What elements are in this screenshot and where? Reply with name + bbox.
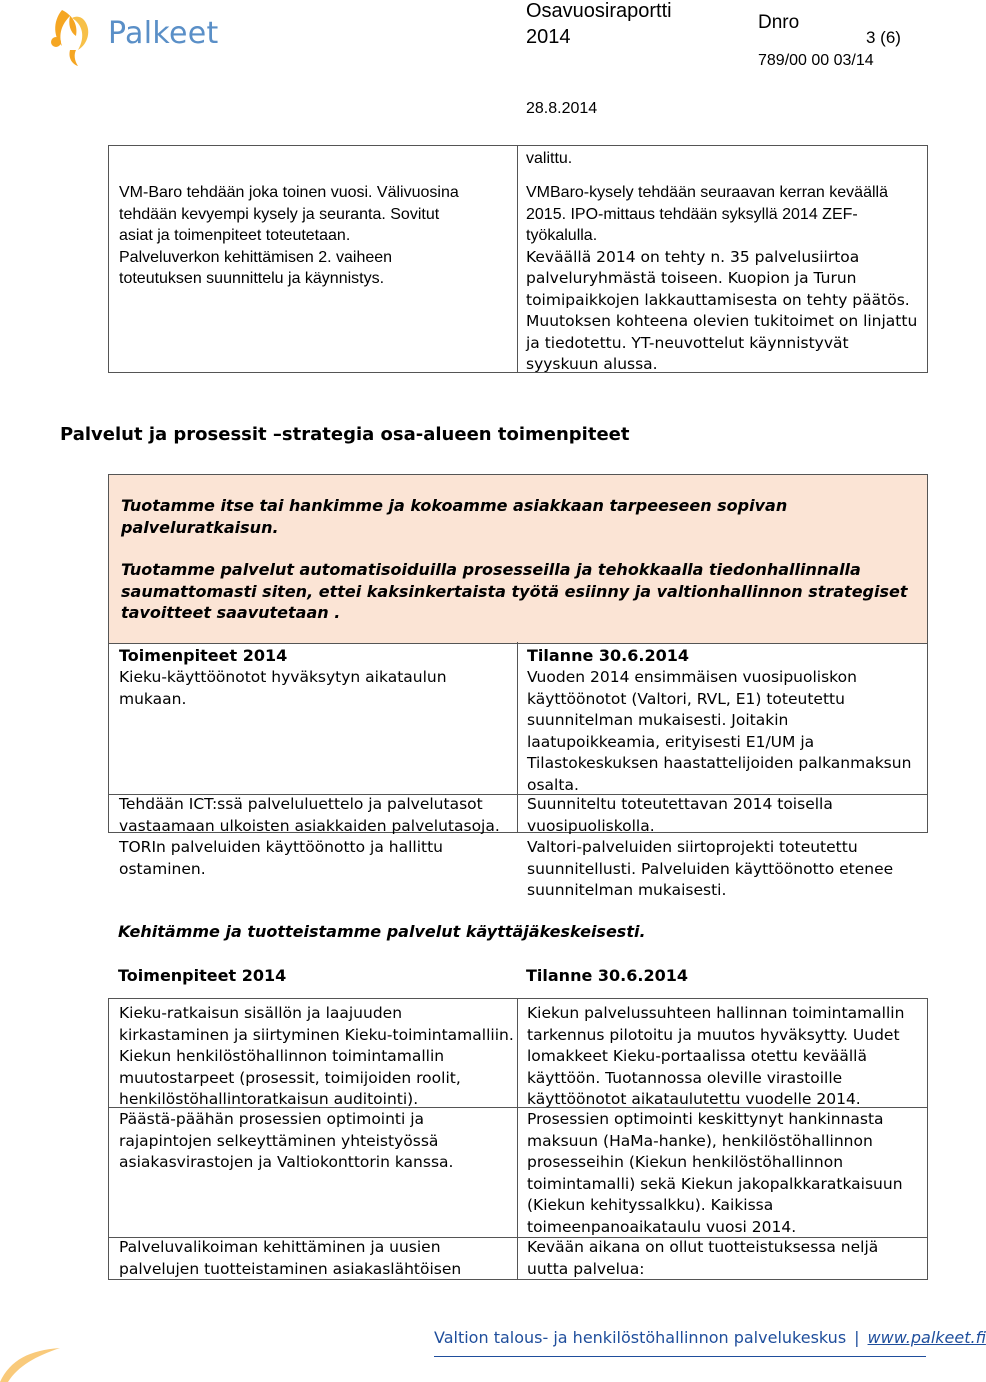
continued-right-first [526,148,572,170]
table-row-left [119,1003,514,1111]
footer-swoosh-icon [0,1330,60,1382]
table-row-right [527,667,911,796]
section-heading: Palvelut ja prosessit –strategia osa-alueen toimenpiteet [60,424,630,445]
footer-rule [434,1356,926,1357]
continued-right-cell [526,182,917,376]
table-row-right [527,837,893,902]
text-line: (Kiekun kehityssalkku). Kaikissa [527,1196,774,1214]
text-line: VM-Baro tehdään joka toinen vuosi. Välivuosina [119,184,459,201]
table-row-left [119,1109,453,1174]
continued-left-cell [119,182,459,290]
text-line: Palveluverkon kehittämisen 2. vaiheen [119,248,393,266]
dnro-label: Dnro [758,12,800,33]
text-line: suunnitelman mukaisesti. [527,881,727,899]
text-line: Kiekun henkilöstöhallinnon toimintamallin [119,1047,445,1065]
text-line: syyskuun alussa. [526,355,658,373]
text-line: käyttöönotot (Valtori, RVL, E1) toteutettu [527,689,845,708]
column-header-actions: Toimenpiteet 2014 [119,646,288,665]
text-line: palveluryhmästä toiseen. Kuopion ja Turun [526,269,857,287]
text-line: vastaamaan ulkoisten asiakkaiden palvelutasoja. [119,816,500,835]
text-line: vuosipuoliskolla. [527,816,655,835]
text-line: TORIn palveluiden käyttöönotto ja hallittu [119,838,443,856]
text-line: Palveluvalikoiman kehittäminen ja uusien [119,1238,441,1256]
text-line: henkilöstöhallintoratkaisun auditointi). [119,1090,419,1108]
text-line: saumattomasti siten, ettei kaksinkertaista työtä esiinny ja valtionhallinnon strategiset [121,581,908,601]
text-line: Tehdään ICT:ssä palveluluettelo ja palvelutasot [119,795,483,813]
text-line: toimintamalli) sekä Kiekun jakopalkkaratkaisuun [527,1174,903,1193]
table-row-right [527,1003,904,1111]
text-line: Päästä-päähän prosessien optimointi ja [119,1110,425,1128]
table-row-right [527,794,833,837]
table-row-left [119,837,443,880]
footer-org: Valtion talous- ja henkilöstöhallinnon palvelukeskus [434,1328,847,1347]
text-line: Prosessien optimointi keskittynyt hankinnasta [527,1110,884,1128]
text-line: Valtori-palveluiden siirtoprojekti toteutettu [527,838,858,856]
text-line: Kieku-käyttöönotot hyväksytyn aikataulun [119,668,447,686]
strategy-box [108,474,928,644]
text-line: tehdään kevyempi kysely ja seuranta. Sovitut [119,205,440,223]
table-row-right [527,1237,878,1280]
logo-text: Palkeet [108,16,219,51]
palkeet-logo [48,4,218,68]
text-line: Suunniteltu toteutettavan 2014 toisella [527,795,833,813]
report-date: 28.8.2014 [526,100,598,117]
text-line: asiat ja toimenpiteet toteutetaan. [119,227,351,244]
text-line: muutostarpeet (prosessit, toimijoiden roolit, [119,1068,461,1087]
text-line: laatupoikkeamia, erityisesti E1/UM ja [527,732,815,751]
text-line: tavoitteet saavutetaan . [121,603,341,622]
text-line: 2015. IPO-mittaus tehdään syksyllä 2014 ZEF- [526,205,858,223]
text-line: uutta palvelua: [527,1259,645,1278]
text-line: VMBaro-kysely tehdään seuraavan kerran keväällä [526,184,888,201]
text-line: rajapintojen selkeyttäminen yhteistyössä [119,1131,439,1150]
text-line: työkalulla. [526,227,598,244]
text-line: Tuotamme itse tai hankimme ja kokoamme asiakkaan tarpeeseen sopivan [121,496,788,515]
text-line: käyttöön. Tuotannossa oleville virastoille [527,1068,843,1087]
text-line: Kieku-ratkaisun sisällön ja laajuuden [119,1004,403,1022]
text-line: Vuoden 2014 ensimmäisen vuosipuoliskon [527,668,857,686]
text-line: käyttöönotot aikataulutettu vuodelle 2014. [527,1090,861,1108]
sub-heading: Kehitämme ja tuotteistamme palvelut käyttäjäkeskeisesti. [118,922,646,941]
actions-table-1 [108,642,928,899]
text-line: asiakasvirastojen ja Valtiokonttorin kanssa. [119,1153,454,1171]
text-line: palveluratkaisun. [121,517,279,537]
text-line: ja tiedotettu. YT-neuvottelut käynnistyvät [526,333,849,352]
text-line: tarkennus pilotoitu ja muutos hyväksytty. Uudet [527,1025,900,1044]
text-line: lomakkeet Kieku-portaalissa otettu keväällä [527,1047,867,1065]
column-header-status: Tilanne 30.6.2014 [527,646,689,665]
text-line: maksuun (HaMa-hanke), henkilöstöhallinnon [527,1131,873,1150]
text-line: mukaan. [119,689,187,708]
text-line: osalta. [527,775,579,794]
text-line: suunnitelman mukaisesti. Joitakin [527,711,789,729]
column-header-status: Tilanne 30.6.2014 [526,966,688,985]
text-line: Tuotamme palvelut automatisoiduilla prosesseilla ja tehokkaalla tiedonhallinnalla [121,560,861,579]
text-line: Keväällä 2014 on tehty n. 35 palvelusiirtoa [526,247,860,266]
palkeet-flame-icon [48,4,108,68]
text-line: toimipaikkojen lakkauttamisesta on tehty päätös. [526,290,910,309]
page-number: 3 (6) [866,28,901,47]
text-line: toteutuksen suunnittelu ja käynnistys. [119,270,385,287]
text-line: toimeenpanoaikataulu vuosi 2014. [527,1217,797,1236]
text-line: ostaminen. [119,859,206,878]
text-line: suunnitellusti. Palveluiden käyttöönotto etenee [527,859,894,878]
text-line: Kiekun palvelussuhteen hallinnan toimintamallin [527,1004,905,1022]
footer-url-link[interactable]: www.palkeet.fi [867,1328,986,1347]
column-header-actions: Toimenpiteet 2014 [118,966,287,985]
table-row-right [527,1109,903,1238]
dnro-value: 789/00 00 03/14 [758,52,874,69]
footer [434,1328,986,1347]
text-line: kirkastaminen ja siirtyminen Kieku-toimintamalliin. [119,1025,514,1044]
report-year: 2014 [526,26,571,48]
text-line: prosesseihin (Kiekun henkilöstöhallinnon [527,1153,844,1171]
actions-table-2 [108,998,928,1280]
strategy-paragraph-2 [121,559,908,624]
footer-separator: | [854,1328,860,1347]
text-line: Kevään aikana on ollut tuotteistuksessa neljä [527,1238,879,1256]
text-line: palvelujen tuotteistaminen asiakaslähtöisen [119,1259,462,1278]
table-row-left [119,794,500,837]
text-line: Tilastokeskuksen haastattelijoiden palkanmaksun [527,754,912,772]
table-row-left [119,1237,461,1280]
strategy-paragraph-1 [121,495,787,538]
text-line: valittu. [526,150,573,167]
report-title: Osavuosiraportti [526,0,672,22]
continued-table [108,145,928,373]
text-line: Muutoksen kohteena olevien tukitoimet on linjattu [526,312,918,330]
table-row-left [119,667,447,710]
